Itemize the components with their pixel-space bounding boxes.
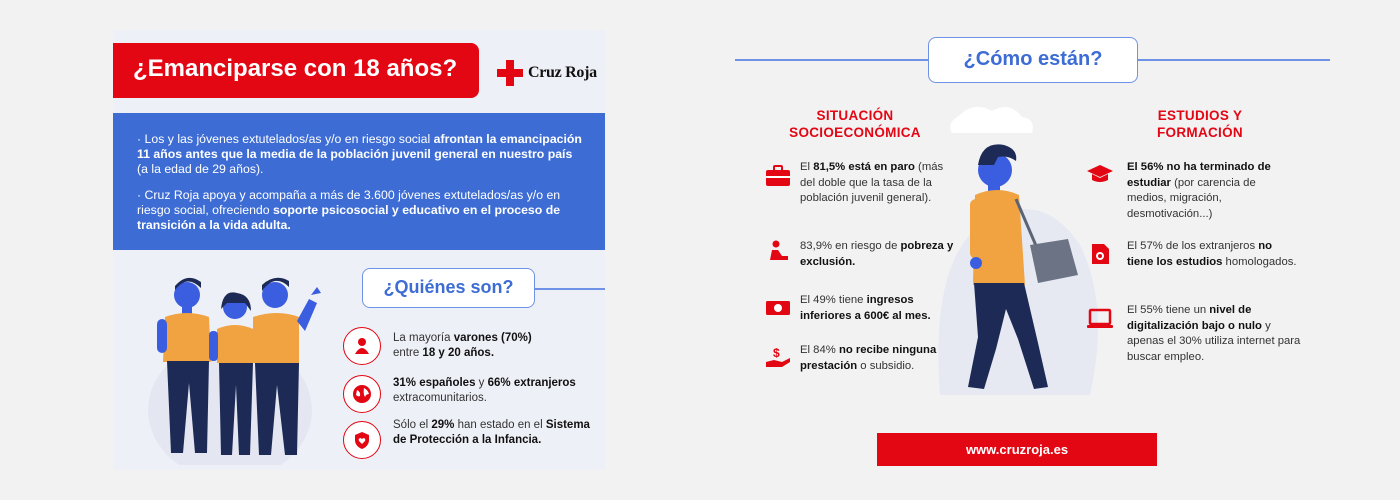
graduation-cap-icon <box>1086 163 1114 185</box>
stat-benefits: El 84% no recibe ninguna prestación o subsidio. <box>800 344 937 372</box>
red-cross-icon <box>497 60 523 86</box>
heart-shield-icon <box>343 421 381 459</box>
svg-text:$: $ <box>773 346 780 360</box>
briefcase-icon <box>764 165 792 187</box>
stat-digitalization: El 55% tiene un nivel de digitalización bajo o nulo y apenas el 30% utiliza internet para buscar empleo. <box>1127 304 1301 363</box>
quienes-son-heading: ¿Quiénes son? <box>362 268 535 308</box>
quienes-item-gender: La mayoría varones (70%) entre 18 y 20 años. <box>393 332 532 359</box>
intro-paragraph-1: · Los y las jóvenes extutelados/as y/o en riesgo social afrontan la emancipación 11 años antes que la media de la población juvenil general en nuestro país (a la edad de 29 años). <box>137 132 582 176</box>
col-heading-socioeconomic: SITUACIÓN SOCIOECONÓMICA <box>789 108 921 140</box>
banknote-icon <box>764 297 792 319</box>
globe-icon <box>343 375 381 413</box>
intro-paragraph-2: · Cruz Roja apoya y acompaña a más de 3.600 jóvenes extutelados/as y/o en riesgo social, ofreciendo soporte psicosocial y educativo en el proceso de transición a la vida adulta. <box>137 188 561 232</box>
laptop-icon <box>1086 308 1114 330</box>
logo-text: Cruz Roja <box>528 64 597 81</box>
intro-box <box>113 113 605 250</box>
quienes-item-origin: 31% españoles y 66% extranjeros extracomunitarios. <box>393 377 576 404</box>
col-heading-education: ESTUDIOS Y FORMACIÓN <box>1157 108 1243 140</box>
cruz-roja-logo[interactable] <box>497 60 597 86</box>
stat-unemployment: El 81,5% está en paro (más del doble que la tasa de la población juvenil general). <box>800 161 944 204</box>
poverty-icon <box>764 240 792 262</box>
stat-income: El 49% tiene ingresos inferiores a 600€ al mes. <box>800 294 931 322</box>
stat-studies-unfinished: El 56% no ha terminado de estudiar (por carencia de medios, migración, desmotivación...) <box>1127 161 1271 220</box>
website-link[interactable]: www.cruzroja.es <box>877 433 1157 466</box>
hand-coin-icon <box>764 346 792 368</box>
stat-poverty: 83,9% en riesgo de pobreza y exclusión. <box>800 240 954 268</box>
quienes-item-protection: Sólo el 29% han estado en el Sistema de Protección a la Infancia. <box>393 419 590 446</box>
stat-studies-homologation: El 57% de los extranjeros no tiene los estudios homologados. <box>1127 240 1297 268</box>
youth-group-illustration <box>135 265 335 465</box>
heading-divider <box>535 288 605 290</box>
como-estan-heading: ¿Cómo están? <box>928 37 1138 83</box>
person-icon <box>343 327 381 365</box>
page-title: ¿Emanciparse con 18 años? <box>113 43 479 98</box>
certificate-icon <box>1086 243 1114 265</box>
